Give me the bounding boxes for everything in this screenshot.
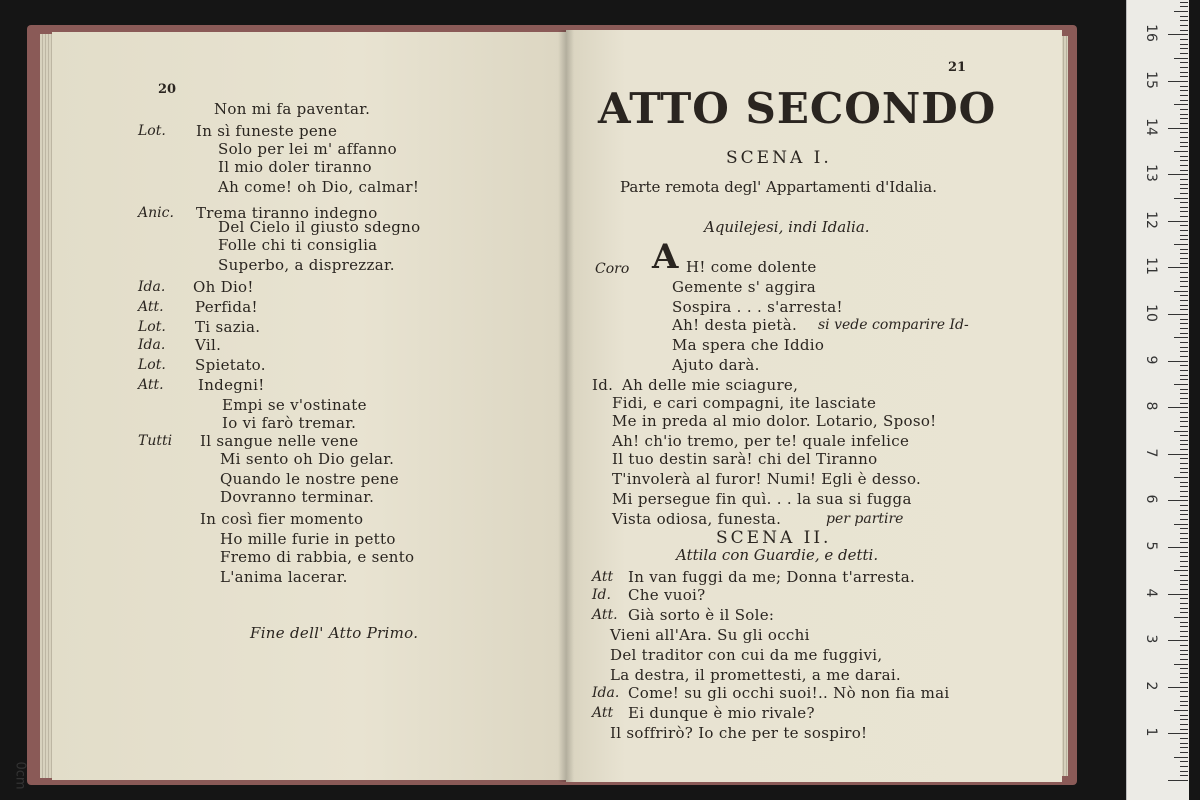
- ruler-tick: [1180, 435, 1188, 436]
- verse-line: Fidi, e cari compagni, ite lasciate: [612, 394, 877, 412]
- ruler-tick: [1180, 659, 1188, 660]
- ruler-tick: [1180, 202, 1188, 203]
- speaker-label: Att: [592, 705, 614, 721]
- ruler-tick: [1180, 626, 1188, 627]
- ruler-tick: [1180, 295, 1188, 296]
- verse-line: Ah come! oh Dio, calmar!: [218, 178, 420, 196]
- ruler-tick: [1180, 575, 1188, 576]
- ruler-tick: [1180, 281, 1188, 282]
- ruler-tick: [1180, 691, 1188, 692]
- ruler-tick: [1174, 757, 1188, 758]
- verse-line: La destra, il promettesti, a me darai.: [610, 666, 901, 684]
- scene-1-title: SCENA I.: [726, 148, 832, 168]
- ruler-tick: [1180, 370, 1188, 371]
- ruler-tick: [1180, 449, 1188, 450]
- ruler-tick: [1180, 193, 1188, 194]
- verse-line: Solo per lei m' affanno: [218, 140, 397, 158]
- verse-line: Il soffrirò? Io che per te sospiro!: [610, 724, 868, 742]
- scene-2-characters: Attila con Guardie, e detti.: [676, 546, 879, 564]
- left-page-number: 20: [158, 82, 177, 97]
- ruler-tick: [1174, 337, 1188, 338]
- ruler-tick: [1180, 235, 1188, 236]
- ruler-label: 6: [1143, 494, 1159, 504]
- verse-line: Superbo, a disprezzar.: [218, 256, 395, 274]
- ruler-tick: [1180, 589, 1188, 590]
- speaker-label: Id.: [592, 587, 611, 603]
- ruler-tick: [1180, 701, 1188, 702]
- ruler-tick: [1174, 198, 1188, 199]
- ruler-tick: [1168, 500, 1188, 501]
- ruler-tick: [1180, 114, 1188, 115]
- ruler-tick: [1180, 482, 1188, 483]
- ruler-tick: [1180, 729, 1188, 730]
- verse-line: Vieni all'Ara. Su gli occhi: [610, 626, 810, 644]
- ruler-tick: [1180, 286, 1188, 287]
- ruler-tick: [1180, 542, 1188, 543]
- ruler-tick: [1180, 48, 1188, 49]
- verse-line: Già sorto è il Sole:: [628, 606, 775, 624]
- ruler-unit: 0cm: [12, 761, 28, 790]
- ruler-tick: [1180, 39, 1188, 40]
- ruler-label: 14: [1143, 117, 1159, 136]
- ruler-tick: [1180, 25, 1188, 26]
- ruler-tick: [1180, 100, 1188, 101]
- ruler-label: 7: [1143, 448, 1159, 458]
- ruler-tick: [1168, 361, 1188, 362]
- verse-line: Folle chi ti consiglia: [218, 236, 378, 254]
- right-page-number: 21: [948, 60, 967, 75]
- ruler-tick: [1180, 277, 1188, 278]
- ruler-tick: [1180, 62, 1188, 63]
- ruler-tick: [1168, 733, 1188, 734]
- ruler-tick: [1168, 780, 1188, 781]
- ruler-tick: [1180, 458, 1188, 459]
- ruler-tick: [1180, 444, 1188, 445]
- verse-line: Ah delle mie sciagure,: [622, 376, 799, 394]
- ruler-tick: [1180, 30, 1188, 31]
- ruler-tick: [1180, 398, 1188, 399]
- ruler-tick: [1180, 333, 1188, 334]
- speaker-label: Att.: [138, 299, 164, 315]
- verse-line: Io vi farò tremar.: [222, 414, 357, 432]
- verse-line: Il tuo destin sarà! chi del Tiranno: [612, 450, 878, 468]
- verse-line: L'anima lacerar.: [220, 568, 348, 586]
- idalia-speaker: Id.: [592, 376, 614, 394]
- verse-line: Perfida!: [195, 298, 258, 316]
- ruler-tick: [1180, 673, 1188, 674]
- verse-line: Vista odiosa, funesta.: [612, 510, 782, 528]
- ruler-tick: [1180, 771, 1188, 772]
- ruler-tick: [1180, 170, 1188, 171]
- speaker-label: Lot.: [138, 319, 166, 335]
- ruler-tick: [1180, 719, 1188, 720]
- verse-line: Oh Dio!: [193, 278, 254, 296]
- ruler-tick: [1180, 761, 1188, 762]
- verse-line: Come! su gli occhi suoi!.. Nò non fia mai: [628, 684, 950, 702]
- verse-line: Vil.: [195, 336, 222, 354]
- ruler-tick: [1180, 631, 1188, 632]
- verse-line: Mi sento oh Dio gelar.: [220, 450, 395, 468]
- ruler-tick: [1174, 291, 1188, 292]
- ruler-tick: [1180, 86, 1188, 87]
- ruler-tick: [1168, 640, 1188, 641]
- ruler-tick: [1180, 137, 1188, 138]
- ruler-tick: [1180, 272, 1188, 273]
- ruler-tick: [1180, 715, 1188, 716]
- ruler-tick: [1168, 221, 1188, 222]
- ruler-tick: [1174, 151, 1188, 152]
- ruler-tick: [1180, 207, 1188, 208]
- ruler-tick: [1180, 53, 1188, 54]
- ruler-tick: [1180, 766, 1188, 767]
- ruler-tick: [1180, 538, 1188, 539]
- ruler-label: 11: [1143, 257, 1159, 276]
- ruler-tick: [1180, 491, 1188, 492]
- scene-1-characters: Aquilejesi, indi Idalia.: [704, 218, 870, 236]
- ruler-tick: [1180, 738, 1188, 739]
- act-end-note: Fine dell' Atto Primo.: [250, 624, 419, 642]
- ruler-tick: [1180, 95, 1188, 96]
- verse-line: In sì funeste pene: [196, 122, 338, 140]
- ruler-tick: [1174, 617, 1188, 618]
- ruler-tick: [1168, 81, 1188, 82]
- ruler-tick: [1180, 76, 1188, 77]
- verse-line: Il sangue nelle vene: [200, 432, 359, 450]
- ruler-tick: [1180, 342, 1188, 343]
- ruler-tick: [1180, 747, 1188, 748]
- verse-line: Ah! desta pietà.: [672, 316, 798, 334]
- ruler-label: 2: [1143, 681, 1159, 691]
- speaker-label: Ida.: [138, 337, 166, 353]
- ruler-tick: [1180, 156, 1188, 157]
- verse-line: Empi se v'ostinate: [222, 396, 367, 414]
- ruler-tick: [1168, 267, 1188, 268]
- ruler-tick: [1180, 403, 1188, 404]
- speaker-label: Lot.: [138, 357, 166, 373]
- ruler-tick: [1180, 184, 1188, 185]
- ruler-tick: [1180, 16, 1188, 17]
- verse-line: Gemente s' aggira: [672, 278, 817, 296]
- verse-line: Spietato.: [195, 356, 266, 374]
- scene-1-setting: Parte remota degl' Appartamenti d'Idalia.: [620, 178, 937, 196]
- speaker-label: Lot.: [138, 123, 166, 139]
- ruler-tick: [1180, 510, 1188, 511]
- ruler-tick: [1180, 211, 1188, 212]
- ruler-tick: [1168, 174, 1188, 175]
- ruler-tick: [1180, 472, 1188, 473]
- ruler-tick: [1180, 72, 1188, 73]
- ruler-tick: [1180, 468, 1188, 469]
- ruler-tick: [1180, 417, 1188, 418]
- ruler-tick: [1180, 505, 1188, 506]
- ruler-tick: [1180, 142, 1188, 143]
- ruler-tick: [1168, 34, 1188, 35]
- stage-direction-1: si vede comparire Id-: [818, 317, 969, 333]
- verse-line: Ti sazia.: [195, 318, 261, 336]
- ruler-tick: [1180, 356, 1188, 357]
- ruler-tick: [1168, 407, 1188, 408]
- ruler-tick: [1180, 319, 1188, 320]
- speaker-label: Ida.: [138, 279, 166, 295]
- ruler-tick: [1180, 528, 1188, 529]
- ruler-tick: [1180, 146, 1188, 147]
- ruler-tick: [1180, 305, 1188, 306]
- ruler-tick: [1180, 682, 1188, 683]
- verse-line: Indegni!: [198, 376, 265, 394]
- verse-line: Non mi fa paventar.: [214, 100, 371, 118]
- ruler-tick: [1180, 109, 1188, 110]
- ruler-label: 10: [1143, 304, 1159, 322]
- ruler-tick: [1180, 2, 1188, 3]
- ruler-tick: [1180, 636, 1188, 637]
- ruler-tick: [1180, 90, 1188, 91]
- ruler-tick: [1180, 440, 1188, 441]
- ruler-tick: [1174, 11, 1188, 12]
- ruler-tick: [1180, 514, 1188, 515]
- ruler-tick: [1180, 556, 1188, 557]
- ruler-tick: [1180, 622, 1188, 623]
- verse-line: Ho mille furie in petto: [220, 530, 396, 548]
- ruler-tick: [1180, 426, 1188, 427]
- verse-line: H! come dolente: [686, 258, 817, 276]
- ruler-tick: [1180, 258, 1188, 259]
- ruler-tick: [1180, 598, 1188, 599]
- ruler-label: 5: [1143, 541, 1159, 551]
- verse-line: Quando le nostre pene: [220, 470, 399, 488]
- ruler-tick: [1174, 384, 1188, 385]
- verse-line: T'involerà al furor! Numi! Egli è desso.: [612, 470, 922, 488]
- speaker-label: Tutti: [138, 433, 173, 449]
- ruler-tick: [1180, 230, 1188, 231]
- ruler-tick: [1180, 393, 1188, 394]
- ruler-tick: [1180, 323, 1188, 324]
- verse-line: Dovranno terminar.: [220, 488, 375, 506]
- ruler-tick: [1180, 365, 1188, 366]
- ruler-tick: [1180, 566, 1188, 567]
- verse-line: Ajuto darà.: [672, 356, 760, 374]
- verse-line: In van fuggi da me; Donna t'arresta.: [628, 568, 916, 586]
- ruler-tick: [1180, 225, 1188, 226]
- ruler-tick: [1180, 6, 1188, 7]
- verse-line: Che vuoi?: [628, 586, 706, 604]
- ruler-tick: [1168, 128, 1188, 129]
- ruler-tick: [1180, 584, 1188, 585]
- ruler-tick: [1180, 752, 1188, 753]
- ruler-tick: [1180, 743, 1188, 744]
- ruler-tick: [1180, 179, 1188, 180]
- ruler-tick: [1180, 645, 1188, 646]
- ruler-label: 15: [1143, 71, 1159, 89]
- act-title: ATTO SECONDO: [598, 84, 997, 133]
- ruler-tick: [1180, 650, 1188, 651]
- ruler-tick: [1180, 118, 1188, 119]
- ruler-tick: [1180, 463, 1188, 464]
- verse-line: Mi persegue fin quì. . . la sua si fugga: [612, 490, 912, 508]
- speaker-label: Att.: [592, 607, 618, 623]
- stage-direction-2: per partire: [826, 511, 904, 527]
- ruler-tick: [1180, 351, 1188, 352]
- ruler-tick: [1174, 664, 1188, 665]
- ruler-tick: [1180, 253, 1188, 254]
- verse-line: Del traditor con cui da me fuggivi,: [610, 646, 883, 664]
- ruler-tick: [1180, 328, 1188, 329]
- ruler-tick: [1180, 677, 1188, 678]
- book-gutter: [558, 30, 574, 782]
- ruler-tick: [1180, 249, 1188, 250]
- speaker-label: Att: [592, 569, 614, 585]
- chorus-speaker: Coro: [595, 261, 630, 277]
- ruler-tick: [1180, 412, 1188, 413]
- ruler-label: 8: [1143, 401, 1159, 411]
- ruler-tick: [1180, 165, 1188, 166]
- ruler-tick: [1180, 580, 1188, 581]
- ruler-tick: [1174, 710, 1188, 711]
- ruler-tick: [1180, 654, 1188, 655]
- ruler-tick: [1180, 705, 1188, 706]
- speaker-label: Att.: [138, 377, 164, 393]
- ruler-tick: [1180, 375, 1188, 376]
- ruler-tick: [1174, 244, 1188, 245]
- ruler-tick: [1180, 160, 1188, 161]
- ruler-label: 16: [1143, 24, 1159, 43]
- ruler-label: 13: [1143, 164, 1159, 183]
- verse-line: Trema tiranno indegno: [196, 204, 378, 222]
- ruler-tick: [1180, 612, 1188, 613]
- ruler-tick: [1180, 309, 1188, 310]
- ruler-tick: [1168, 594, 1188, 595]
- ruler-tick: [1180, 496, 1188, 497]
- ruler-tick: [1168, 547, 1188, 548]
- ruler-tick: [1180, 668, 1188, 669]
- ruler-label: 1: [1143, 727, 1159, 737]
- ruler-label: 12: [1143, 210, 1159, 229]
- ruler-tick: [1180, 44, 1188, 45]
- verse-line: Sospira . . . s'arresta!: [672, 298, 843, 316]
- verse-line: Ei dunque è mio rivale?: [628, 704, 815, 722]
- ruler-tick: [1174, 431, 1188, 432]
- ruler-tick: [1174, 570, 1188, 571]
- ruler-tick: [1180, 263, 1188, 264]
- ruler-tick: [1174, 524, 1188, 525]
- verse-line: Ah! ch'io tremo, per te! quale infelice: [612, 432, 910, 450]
- ruler-tick: [1180, 188, 1188, 189]
- speaker-label: Ida.: [592, 685, 620, 701]
- ruler-tick: [1174, 58, 1188, 59]
- ruler-tick: [1168, 687, 1188, 688]
- speaker-label: Anic.: [138, 205, 174, 221]
- scene-2-title: SCENA II.: [716, 528, 832, 548]
- ruler-tick: [1180, 132, 1188, 133]
- ruler-tick: [1180, 696, 1188, 697]
- ruler-tick: [1180, 561, 1188, 562]
- verse-line: Il mio doler tiranno: [218, 158, 372, 176]
- ruler-tick: [1174, 477, 1188, 478]
- ruler-label: 3: [1143, 634, 1159, 644]
- ruler-tick: [1180, 300, 1188, 301]
- ruler-tick: [1180, 603, 1188, 604]
- ruler-tick: [1180, 552, 1188, 553]
- ruler-tick: [1180, 724, 1188, 725]
- ruler-tick: [1180, 216, 1188, 217]
- ruler-tick: [1168, 454, 1188, 455]
- ruler-tick: [1180, 608, 1188, 609]
- ruler-tick: [1180, 20, 1188, 21]
- ruler-tick: [1180, 379, 1188, 380]
- ruler-tick: [1180, 519, 1188, 520]
- ruler-tick: [1174, 104, 1188, 105]
- verse-line: Del Cielo il giusto sdegno: [218, 218, 421, 236]
- ruler-label: 9: [1143, 355, 1159, 365]
- verse-line: Me in preda al mio dolor. Lotario, Sposo!: [612, 412, 937, 430]
- ruler-tick: [1180, 389, 1188, 390]
- verse-line: Fremo di rabbia, e sento: [220, 548, 415, 566]
- ruler-tick: [1180, 239, 1188, 240]
- ruler-tick: [1168, 314, 1188, 315]
- ruler-tick: [1180, 67, 1188, 68]
- ruler-tick: [1180, 533, 1188, 534]
- ruler-tick: [1180, 775, 1188, 776]
- ruler-label: 4: [1143, 588, 1159, 598]
- ruler-tick: [1180, 486, 1188, 487]
- drop-cap: A: [652, 237, 679, 277]
- ruler-tick: [1180, 421, 1188, 422]
- ruler-tick: [1180, 123, 1188, 124]
- verse-line: Ma spera che Iddio: [672, 336, 825, 354]
- ruler-tick: [1180, 347, 1188, 348]
- verse-line: In così fier momento: [200, 510, 364, 528]
